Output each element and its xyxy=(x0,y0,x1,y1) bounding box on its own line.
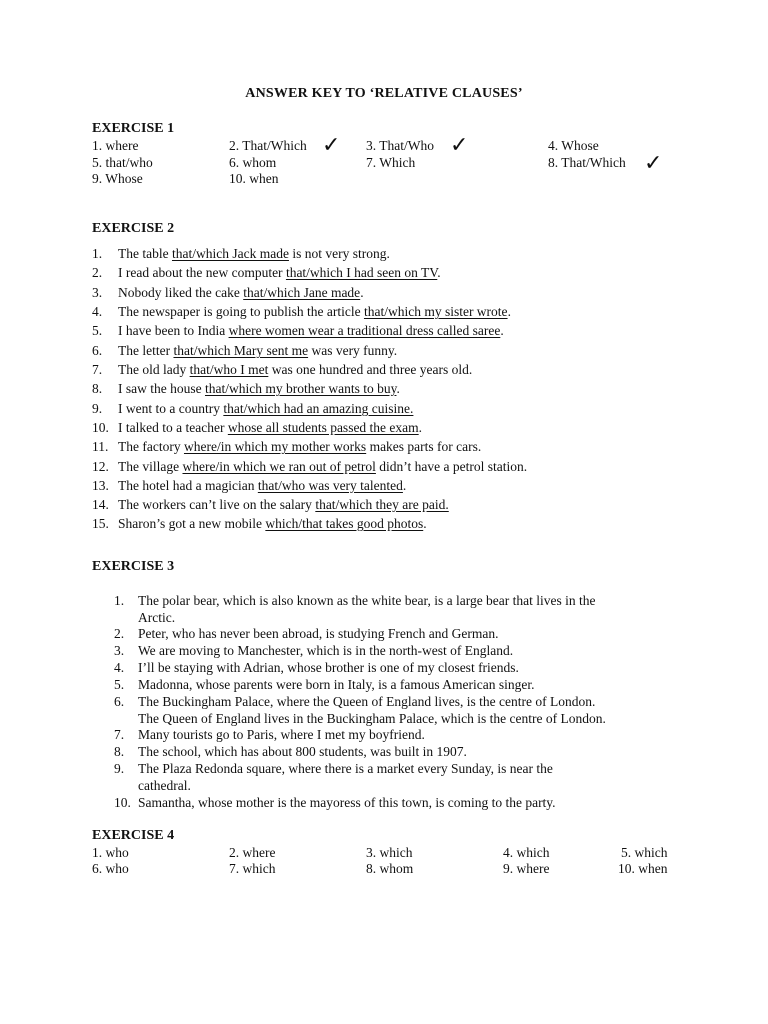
ex4-answer-7: 7. which xyxy=(229,861,276,876)
list-item: 13. The hotel had a magician that/who was very talented. xyxy=(92,478,407,493)
ex4-answer-4: 4. which xyxy=(503,845,550,860)
list-item-continuation: The Queen of England lives in the Buckingham Palace, which is the centre of London. xyxy=(138,711,606,726)
list-item: 8. The school, which has about 800 students, was built in 1907. xyxy=(114,744,467,759)
list-item: 2. I read about the new computer that/which I had seen on TV. xyxy=(92,265,441,280)
ex1-answer-7: 7. Which xyxy=(366,155,416,170)
list-item: 6. The letter that/which Mary sent me was very funny. xyxy=(92,343,398,358)
ex1-answer-3: 3. That/Who xyxy=(366,138,434,153)
list-item-continuation: cathedral. xyxy=(138,778,191,793)
list-item: 6. The Buckingham Palace, where the Queen of England lives, is the centre of London. xyxy=(114,694,596,709)
exercise-3-heading: EXERCISE 3 xyxy=(92,559,175,574)
exercise-4-heading: EXERCISE 4 xyxy=(92,828,175,843)
list-item: 7. Many tourists go to Paris, where I met my boyfriend. xyxy=(114,727,425,742)
list-item: 5. I have been to India where women wear a traditional dress called saree. xyxy=(92,323,504,338)
list-item: 14. The workers can’t live on the salary that/which they are paid. xyxy=(92,497,449,512)
list-item: 7. The old lady that/who I met was one hundred and three years old. xyxy=(92,362,473,377)
ex1-answer-8: 8. That/Which xyxy=(548,155,626,170)
list-item: 9. The Plaza Redonda square, where there is a market every Sunday, is near the xyxy=(114,761,553,776)
ex1-answer-9: 9. Whose xyxy=(92,171,143,186)
ex4-answer-10: 10. when xyxy=(618,861,668,876)
ex1-answer-6: 6. whom xyxy=(229,155,277,170)
list-item: 4. The newspaper is going to publish the article that/which my sister wrote. xyxy=(92,304,511,319)
ex4-answer-3: 3. which xyxy=(366,845,413,860)
checkmark-icon: ✓ xyxy=(644,150,663,175)
list-item: 15. Sharon’s got a new mobile which/that takes good photos. xyxy=(92,516,427,531)
list-item: 3. Nobody liked the cake that/which Jane made. xyxy=(92,285,364,300)
list-item: 10. I talked to a teacher whose all students passed the exam. xyxy=(92,420,423,435)
list-item: 5. Madonna, whose parents were born in Italy, is a famous American singer. xyxy=(114,677,535,692)
page-title: ANSWER KEY TO ‘RELATIVE CLAUSES’ xyxy=(245,86,523,101)
list-item: 10. Samantha, whose mother is the mayoress of this town, is coming to the party. xyxy=(114,795,556,810)
list-item: 11. The factory where/in which my mother works makes parts for cars. xyxy=(92,439,482,454)
ex4-answer-6: 6. who xyxy=(92,861,129,876)
exercise-2-heading: EXERCISE 2 xyxy=(92,221,175,236)
list-item: 1. The polar bear, which is also known as the white bear, is a large bear that lives in the xyxy=(114,593,596,608)
exercise-1-heading: EXERCISE 1 xyxy=(92,121,175,136)
ex4-answer-9: 9. where xyxy=(503,861,550,876)
list-item: 3. We are moving to Manchester, which is in the north-west of England. xyxy=(114,643,514,658)
list-item: 1. The table that/which Jack made is not very strong. xyxy=(92,246,390,261)
list-item: 9. I went to a country that/which had an amazing cuisine. xyxy=(92,401,414,416)
ex1-answer-10: 10. when xyxy=(229,171,279,186)
ex4-answer-2: 2. where xyxy=(229,845,276,860)
ex1-answer-4: 4. Whose xyxy=(548,138,599,153)
ex4-answer-5: 5. which xyxy=(621,845,668,860)
ex1-answer-5: 5. that/who xyxy=(92,155,153,170)
ex1-answer-2: 2. That/Which xyxy=(229,138,307,153)
ex1-answer-1: 1. where xyxy=(92,138,139,153)
list-item: 2. Peter, who has never been abroad, is studying French and German. xyxy=(114,626,499,641)
list-item: 8. I saw the house that/which my brother wants to buy. xyxy=(92,381,400,396)
ex4-answer-1: 1. who xyxy=(92,845,129,860)
list-item: 4. I’ll be staying with Adrian, whose brother is one of my closest friends. xyxy=(114,660,519,675)
list-item-continuation: Arctic. xyxy=(138,610,176,625)
checkmark-icon: ✓ xyxy=(322,132,341,157)
list-item: 12. The village where/in which we ran out of petrol didn’t have a petrol station. xyxy=(92,459,528,474)
checkmark-icon: ✓ xyxy=(450,132,469,157)
ex4-answer-8: 8. whom xyxy=(366,861,414,876)
